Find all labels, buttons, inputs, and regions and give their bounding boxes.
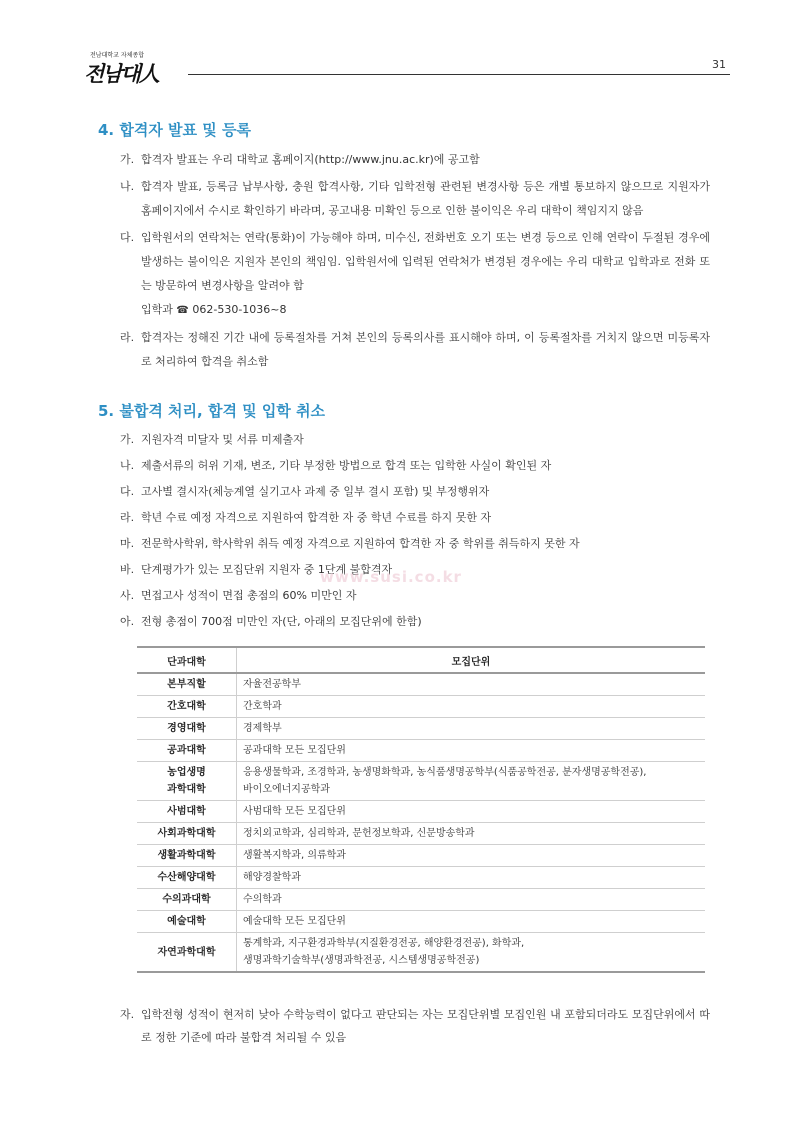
unit-cell: 예술대학 모든 모집단위 [237, 911, 706, 933]
item-marker: 아. [120, 615, 135, 628]
list-item [120, 532, 710, 556]
unit-cell: 해양경찰학과 [237, 867, 706, 889]
item-text: 전문학사학위, 학사학위 취득 예정 자격으로 지원하여 합격한 자 중 학위를 취득하지 못한 자 [141, 537, 580, 550]
phone-line [141, 298, 710, 323]
college-cell: 경영대학 [137, 718, 237, 740]
item-marker: 바. [120, 563, 135, 576]
list-item [120, 226, 710, 323]
college-cell: 사회과학대학 [137, 823, 237, 845]
item-marker: 다. [120, 485, 135, 498]
table-row [137, 823, 705, 845]
item-marker: 가. [120, 153, 135, 166]
list-item [120, 326, 710, 374]
column-header-college: 단과대학 [137, 647, 237, 673]
logo-caption: 전남대학교 자체종합 [90, 52, 145, 59]
unit-cell: 통계학과, 지구환경과학부(지질환경전공, 해양환경전공), 화학과, 생명과학기술학부(생명과학전공, 시스템생명공학전공) [237, 933, 706, 973]
item-marker: 가. [120, 433, 135, 446]
column-header-unit: 모집단위 [237, 647, 706, 673]
college-cell: 생활과학대학 [137, 845, 237, 867]
logo-wordmark: 전남대人 [84, 61, 158, 86]
item-marker: 사. [120, 589, 135, 602]
table-row [137, 933, 705, 973]
logo [84, 50, 174, 86]
section-5-list [120, 428, 710, 636]
item-text: 지원자격 미달자 및 서류 미제출자 [141, 433, 304, 446]
item-text: 합격자 발표는 우리 대학교 홈페이지(http://www.jnu.ac.kr)에 공고함 [141, 153, 480, 166]
table-row [137, 889, 705, 911]
list-item [120, 1003, 710, 1049]
item-marker: 나. [120, 180, 135, 193]
watermark: www.susi.co.kr [320, 568, 462, 586]
college-cell: 사범대학 [137, 801, 237, 823]
unit-cell: 생활복지학과, 의류학과 [237, 845, 706, 867]
item-text: 단계평가가 있는 모집단위 지원자 중 1단계 불합격자 [141, 563, 393, 576]
item-text: 고사별 결시자(체능계열 실기고사 과제 중 일부 결시 포함) 및 부정행위자 [141, 485, 490, 498]
college-cell: 공과대학 [137, 740, 237, 762]
phone-label: 입학과 [141, 303, 173, 316]
unit-cell: 정치외교학과, 심리학과, 문헌정보학과, 신문방송학과 [237, 823, 706, 845]
header-rule [188, 74, 730, 75]
item-text: 입학원서의 연락처는 연락(통화)이 가능해야 하며, 미수신, 전화번호 오기 또는 변경 등으로 인해 연락이 두절된 경우에 발생하는 불이익은 지원자 본인의 책임임. 입학원서에 입력된 연락처가 변경된 경우에는 우리 대학교 입학과로 전화 또는 방문하여 변경사항을 알려야 함 [141, 231, 710, 292]
table-row [137, 845, 705, 867]
list-item [120, 454, 710, 478]
item-text: 입학전형 성적이 현저히 낮아 수학능력이 없다고 판단되는 자는 모집단위별 모집인원 내 포함되더라도 모집단위에서 따로 정한 기준에 따라 불합격 처리될 수 있음 [141, 1008, 710, 1044]
phone-number: 062-530-1036~8 [192, 303, 287, 316]
recruitment-unit-table [137, 646, 705, 973]
phone-icon: ☎ [176, 305, 189, 316]
unit-cell: 수의학과 [237, 889, 706, 911]
list-item [120, 584, 710, 608]
item-text: 제출서류의 허위 기재, 변조, 기타 부정한 방법으로 합격 또는 입학한 사실이 확인된 자 [141, 459, 552, 472]
item-text: 전형 총점이 700점 미만인 자(단, 아래의 모집단위에 한함) [141, 615, 422, 628]
item-text: 합격자 발표, 등록금 납부사항, 충원 합격사항, 기타 입학전형 관련된 변경사항 등은 개별 통보하지 않으므로 지원자가 홈페이지에서 수시로 확인하기 바라며, 공고내용 미확인 등으로 인한 불이익은 우리 대학이 책임지지 않음 [141, 180, 710, 217]
table-row [137, 867, 705, 889]
college-cell: 자연과학대학 [137, 933, 237, 973]
college-cell: 수산해양대학 [137, 867, 237, 889]
item-marker: 라. [120, 331, 135, 344]
item-marker: 자. [120, 1008, 135, 1021]
table-row [137, 801, 705, 823]
unit-cell: 공과대학 모든 모집단위 [237, 740, 706, 762]
list-item [120, 506, 710, 530]
table-row [137, 740, 705, 762]
page-number: 31 [712, 58, 726, 71]
item-text: 합격자는 정해진 기간 내에 등록절차를 거쳐 본인의 등록의사를 표시해야 하며, 이 등록절차를 거치지 않으면 미등록자로 처리하여 합격을 취소함 [141, 331, 710, 368]
college-cell: 농업생명 과학대학 [137, 762, 237, 801]
item-marker: 나. [120, 459, 135, 472]
list-item [120, 428, 710, 452]
section-5-final-list [120, 1003, 710, 1052]
section-4-title: 4. 합격자 발표 및 등록 [98, 121, 251, 139]
item-text-block [141, 226, 710, 323]
table-row [137, 673, 705, 696]
item-text: 면접고사 성적이 면접 총점의 60% 미만인 자 [141, 589, 357, 602]
table-row [137, 911, 705, 933]
unit-cell: 사범대학 모든 모집단위 [237, 801, 706, 823]
list-item [120, 610, 710, 634]
unit-cell: 자율전공학부 [237, 673, 706, 696]
unit-cell: 경제학부 [237, 718, 706, 740]
college-cell: 본부직할 [137, 673, 237, 696]
item-marker: 마. [120, 537, 135, 550]
item-text: 학년 수료 예정 자격으로 지원하여 합격한 자 중 학년 수료를 하지 못한 자 [141, 511, 492, 524]
unit-cell: 응용생물학과, 조경학과, 농생명화학과, 농식품생명공학부(식품공학전공, 분자생명공학전공), 바이오에너지공학과 [237, 762, 706, 801]
list-item [120, 148, 710, 172]
table-header-row [137, 647, 705, 673]
college-cell: 수의과대학 [137, 889, 237, 911]
section-5-title: 5. 불합격 처리, 합격 및 입학 취소 [98, 402, 326, 420]
table-row [137, 696, 705, 718]
section-4-list [120, 148, 710, 377]
college-cell: 예술대학 [137, 911, 237, 933]
unit-cell: 간호학과 [237, 696, 706, 718]
college-cell: 간호대학 [137, 696, 237, 718]
list-item [120, 175, 710, 223]
table-row [137, 718, 705, 740]
table-row [137, 762, 705, 801]
item-marker: 다. [120, 231, 135, 244]
list-item [120, 480, 710, 504]
item-marker: 라. [120, 511, 135, 524]
